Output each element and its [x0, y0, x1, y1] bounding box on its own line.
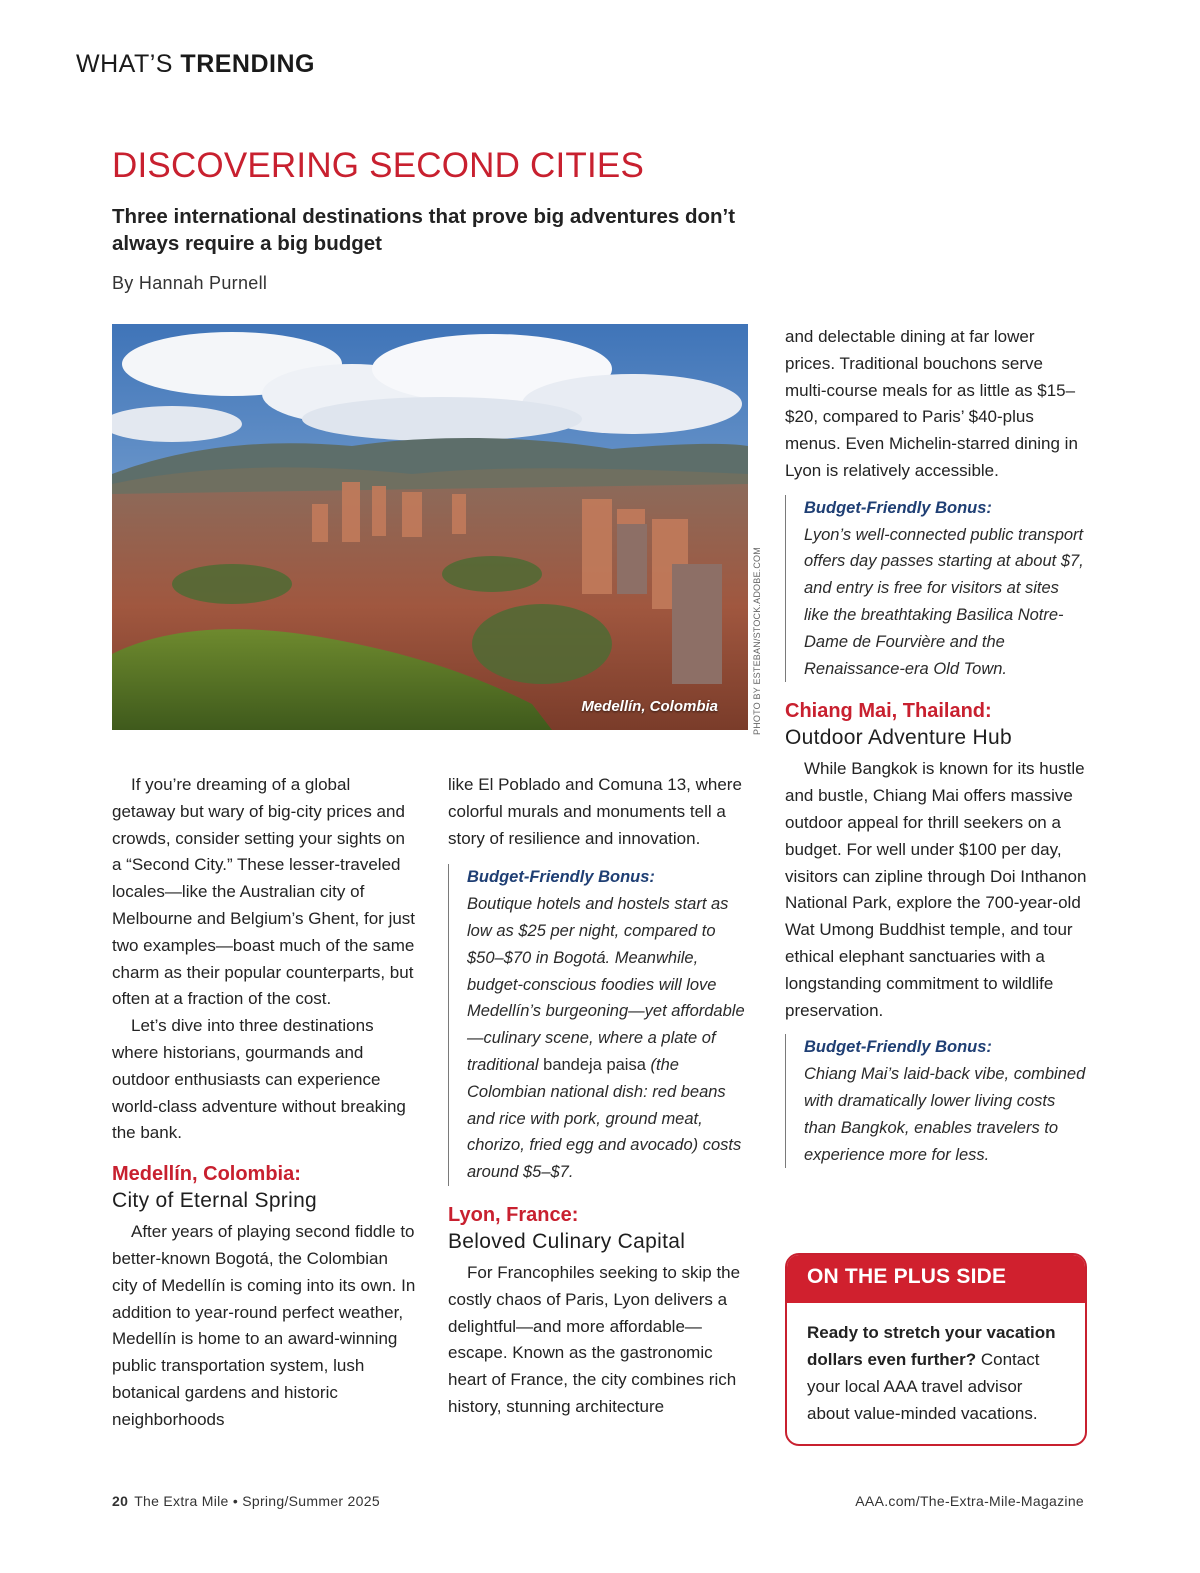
intro-paragraph-2: Let’s dive into three destinations where historians, gourmands and outdoor enthusiasts can experience world-class adventure without breaking the bank.: [112, 1016, 406, 1143]
medellin-bonus-text: [467, 891, 753, 1186]
bonus-label: Budget-Friendly Bonus:: [804, 498, 992, 517]
lyon-bonus-box: [785, 495, 1087, 683]
footer-url[interactable]: AAA.com/The-Extra-Mile-Magazine: [855, 1493, 1084, 1509]
kicker-light: WHAT’S: [76, 50, 181, 78]
column-3: [785, 324, 1087, 1168]
lyon-heading: [448, 1202, 753, 1256]
plus-side-title: ON THE PLUS SIDE: [787, 1255, 1085, 1303]
lyon-bonus-text: Lyon’s well-connected public transport offers day passes starting at about $7, and entry is free for visitors at sites like the breathtaking Basilica Notre-Dame de Fourvière and the Renaissance-era Old Town.: [804, 525, 1084, 678]
publication-name: The Extra Mile • Spring/Summer 2025: [134, 1493, 380, 1509]
medellin-continued: like El Poblado and Comuna 13, where colorful murals and monuments tell a story of resilience and innovation.: [448, 775, 742, 848]
lyon-subtitle: Beloved Culinary Capital: [448, 1229, 686, 1253]
chiang-mai-paragraph: While Bangkok is known for its hustle and bustle, Chiang Mai offers massive outdoor appeal for thrill seekers on a budget. For well under $100 per day, visitors can zipline through Doi Inthanon National Park, explore the 700-year-old Wat Umong Buddhist temple, and tour ethical elephant sanctuaries with a longstanding commitment to wildlife preservation.: [785, 759, 1087, 1020]
bonus-label: Budget-Friendly Bonus:: [467, 868, 655, 887]
chiang-mai-bonus-text: Chiang Mai’s laid-back vibe, combined with dramatically lower living costs than Bangkok, enables travelers to experience more for less.: [804, 1065, 1086, 1164]
chiang-mai-bonus-box: [785, 1034, 1087, 1168]
medellin-cityscape-image: [112, 324, 748, 730]
article-byline: By Hannah Purnell: [112, 273, 268, 293]
column-2: [448, 772, 753, 1421]
article-headline: DISCOVERING SECOND CITIES: [112, 146, 645, 185]
chiang-mai-heading: [785, 698, 1087, 752]
bonus-text-part: Boutique hotels and hostels start as low as $25 per night, compared to $50–$70 in Bogotá. Meanwhile, budget-conscious foodies will love Medellín’s burgeoning—yet affordable—culinary scene, where a plate of traditional: [467, 895, 745, 1074]
chiang-mai-subtitle: Outdoor Adventure Hub: [785, 726, 1012, 750]
footer-publication: [112, 1493, 380, 1509]
intro-paragraph-1: If you’re dreaming of a global getaway but wary of big-city prices and crowds, consider setting your sights on a “Second City.” These lesser-traveled locales—like the Australian city of Melbourne and Belgium’s Ghent, for just two examples—boast much of the same charm as their popular counterparts, but often at a fraction of the cost.: [112, 775, 416, 1009]
plus-side-body: [787, 1303, 1085, 1427]
plus-side-callout: [785, 1253, 1087, 1446]
medellin-subtitle: City of Eternal Spring: [112, 1189, 318, 1213]
column-1: [112, 772, 417, 1434]
bonus-text-dish: bandeja paisa: [543, 1055, 646, 1074]
section-kicker: [76, 50, 315, 79]
city-photo: [112, 324, 748, 730]
kicker-bold: TRENDING: [180, 50, 315, 78]
bonus-label: Budget-Friendly Bonus:: [804, 1038, 992, 1057]
photo-credit: [752, 547, 766, 735]
lyon-city-title: Lyon, France:: [448, 1203, 579, 1226]
medellin-city-title: Medellín, Colombia:: [112, 1163, 301, 1186]
plus-side-text: Contact your local AAA travel advisor about value-minded vacations.: [807, 1350, 1040, 1423]
photo-caption: Medellín, Colombia: [581, 698, 718, 715]
chiang-mai-city-title: Chiang Mai, Thailand:: [785, 700, 992, 723]
medellin-bonus-box: [448, 864, 753, 1186]
plus-side-bold-text: Ready to stretch your vacation dollars even further?: [807, 1323, 1056, 1369]
lyon-continued: and delectable dining at far lower prices. Traditional bouchons serve multi-course meals for as little as $15–$20, compared to Paris’ $40-plus menus. Even Michelin-starred dining in Lyon is relatively accessible.: [785, 327, 1078, 480]
bonus-text-part: (the Colombian national dish: red beans and rice with pork, ground meat, chorizo, fried egg and avocado) costs around $5–$7.: [467, 1055, 742, 1182]
medellin-paragraph: After years of playing second fiddle to better-known Bogotá, the Colombian city of Medellín is coming into its own. In addition to year-round perfect weather, Medellín is home to an award-winning public transportation system, lush botanical gardens and historic neighborhoods: [112, 1222, 416, 1429]
page-number: 20: [112, 1493, 129, 1509]
photo-credit-text: PHOTO BY ESTEBAN/STOCK.ADOBE.COM: [752, 547, 762, 735]
lyon-paragraph: For Francophiles seeking to skip the costly chaos of Paris, Lyon delivers a delightful—and more affordable—escape. Known as the gastronomic heart of France, the city combines rich history, stunning architecture: [448, 1262, 741, 1416]
medellin-heading: [112, 1161, 417, 1215]
article-deck: Three international destinations that prove big adventures don’t always require a big budget: [112, 205, 736, 255]
